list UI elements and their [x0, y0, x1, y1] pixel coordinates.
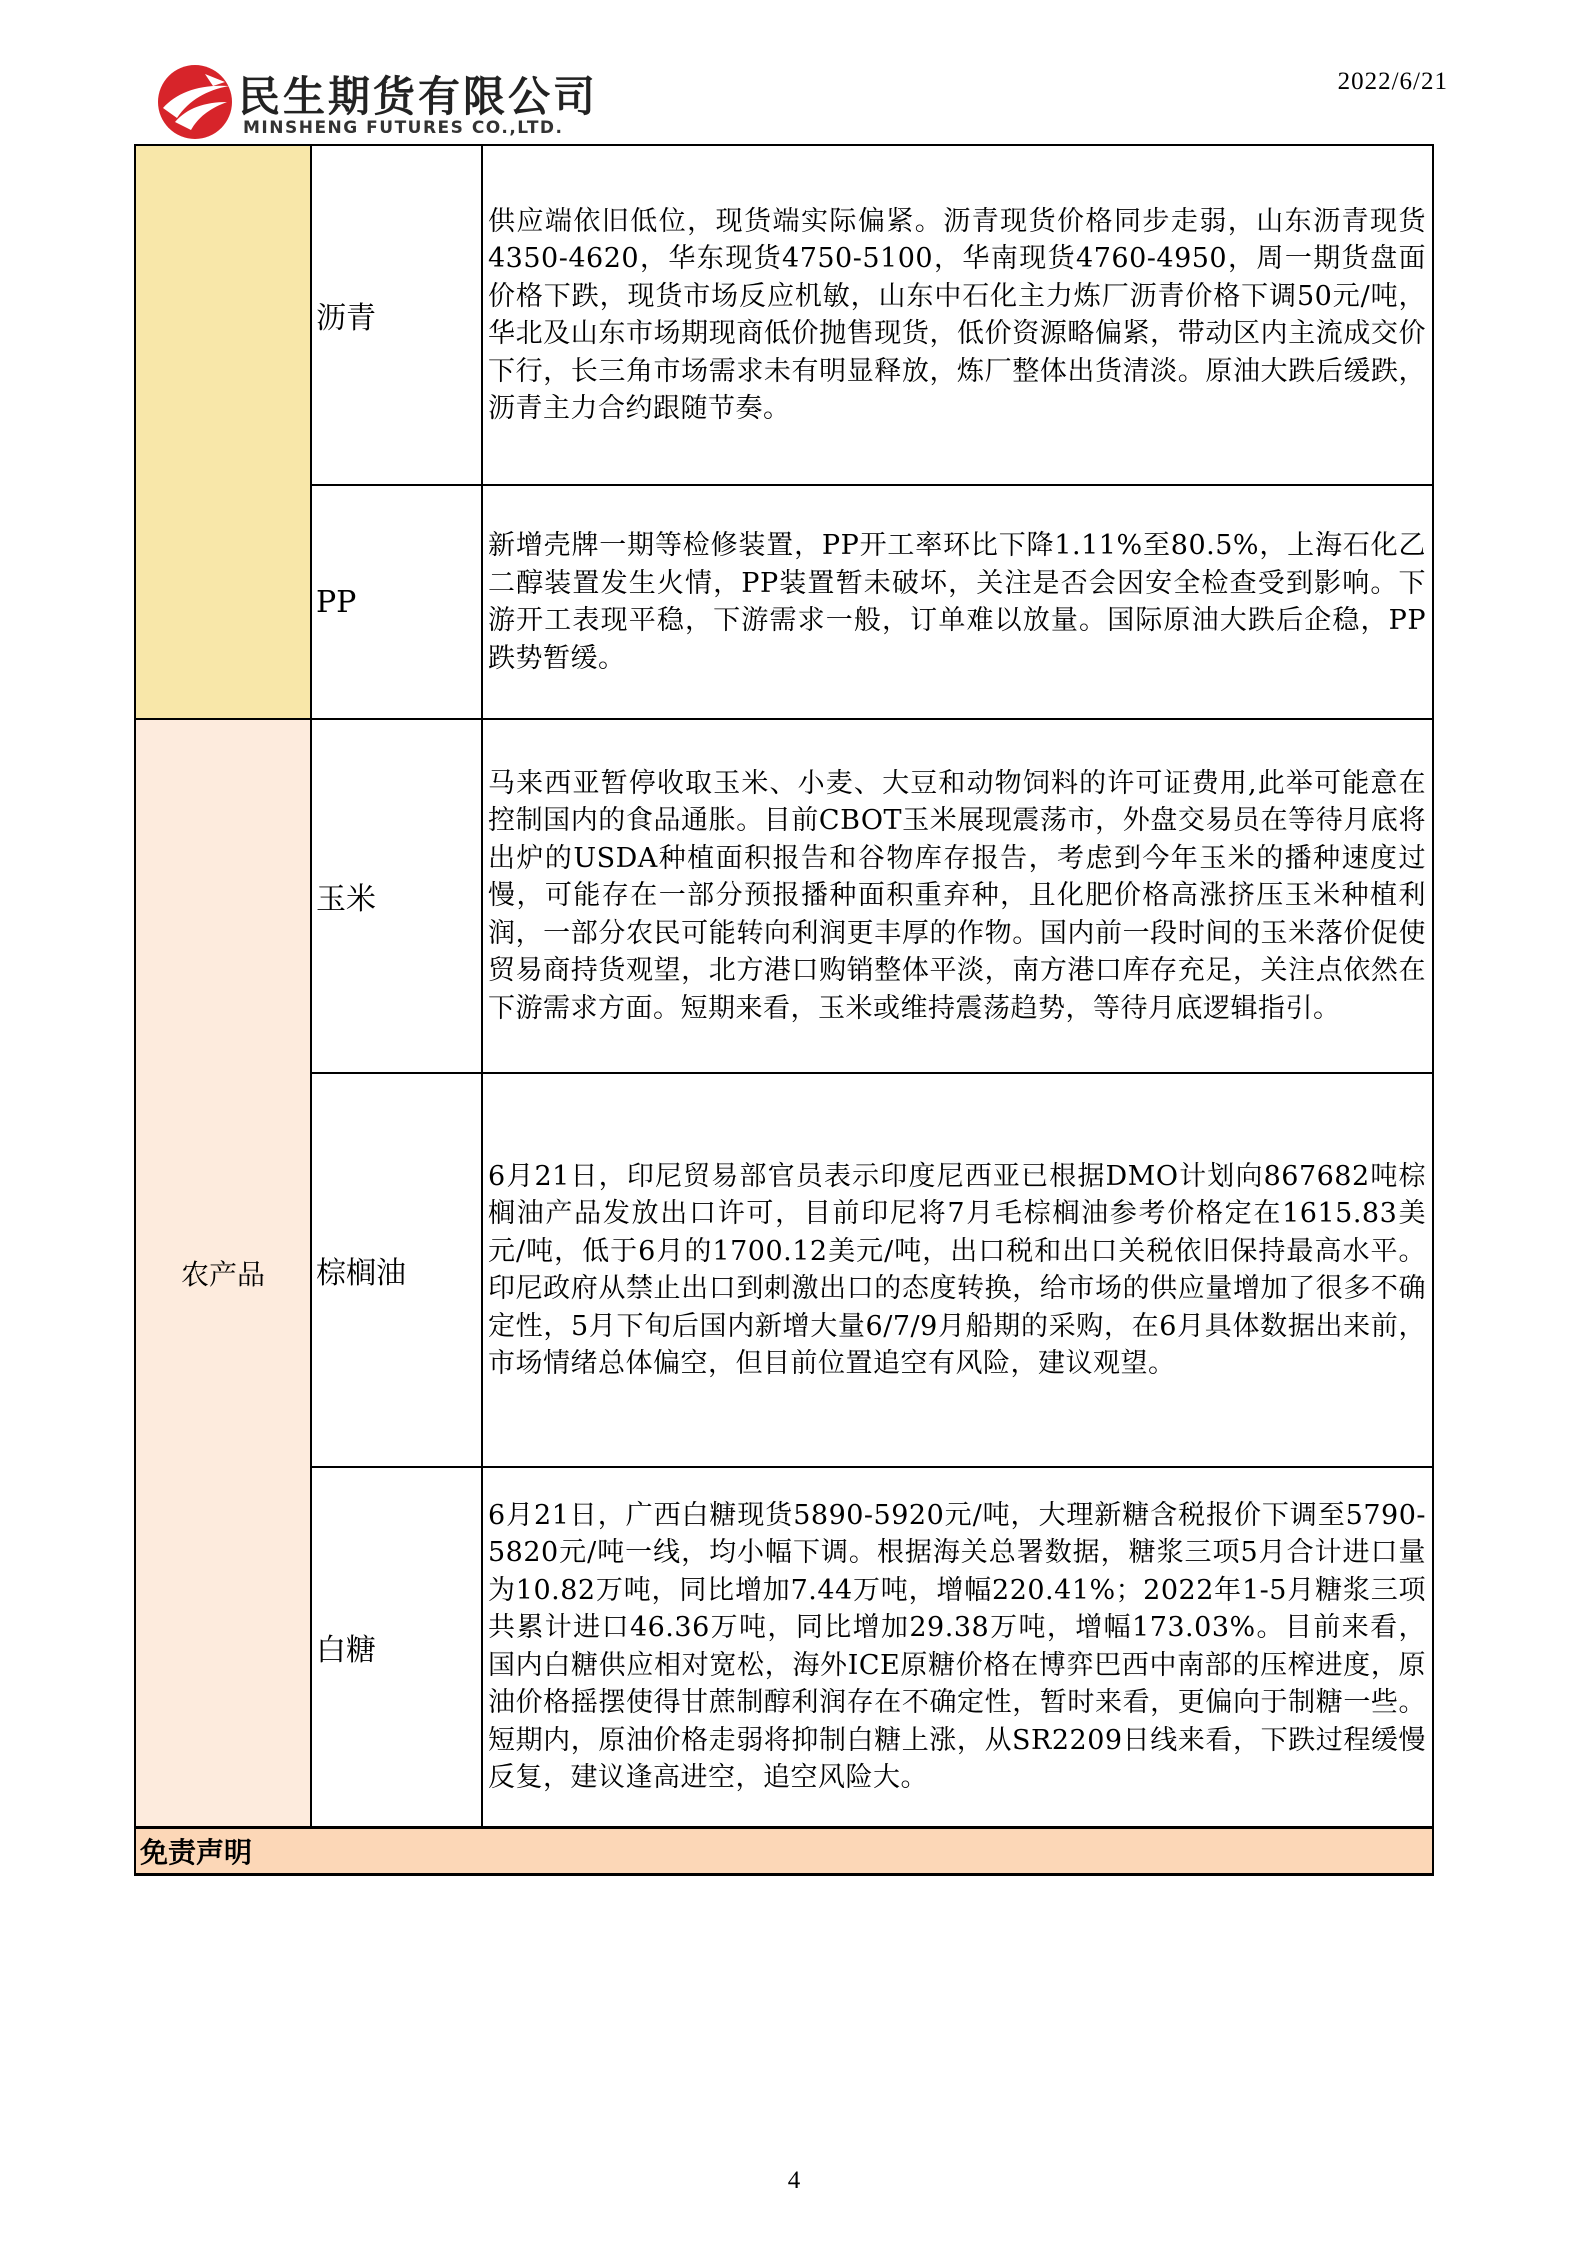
table-row — [135, 485, 1433, 719]
commodity-name: 棕榈油 — [311, 1073, 482, 1467]
commodity-analysis: 6月21日，印尼贸易部官员表示印度尼西亚已根据DMO计划向867682吨棕榈油产品发放出口许可，目前印尼将7月毛棕榈油参考价格定在1615.83美元/吨，低于6月的1700.12美元/吨，出口税和出口关税依旧保持最高水平。印尼政府从禁止出口到刺激出口的态度转换，给市场的供应量增加了很多不确定性，5月下旬后国内新增大量6/7/9月船期的采购，在6月具体数据出来前，市场情绪总体偏空，但目前位置追空有风险，建议观望。 — [482, 1073, 1433, 1467]
commodity-analysis: 供应端依旧低位，现货端实际偏紧。沥青现货价格同步走弱，山东沥青现货4350-4620，华东现货4750-5100，华南现货4760-4950，周一期货盘面价格下跌，现货市场反应机敏，山东中石化主力炼厂沥青价格下调50元/吨，华北及山东市场期现商低价抛售现货，低价资源略偏紧，带动区内主流成交价下行，长三角市场需求未有明显释放，炼厂整体出货清淡。原油大跌后缓跌，沥青主力合约跟随节奏。 — [482, 145, 1433, 485]
page-number: 4 — [787, 2167, 801, 2194]
category-cell-agriculture: 农产品 — [135, 719, 311, 1827]
commodity-name: 玉米 — [311, 719, 482, 1073]
table-row — [135, 145, 1433, 485]
table-row — [135, 1467, 1433, 1827]
company-name-cn: 民生期货有限公司 — [238, 72, 599, 121]
table-row — [135, 1073, 1433, 1467]
commodity-analysis: 6月21日，广西白糖现货5890-5920元/吨，大理新糖含税报价下调至5790-5820元/吨一线，均小幅下调。根据海关总署数据，糖浆三项5月合计进口量为10.82万吨，同比增加7.44万吨，增幅220.41%；2022年1-5月糖浆三项共累计进口46.36万吨，同比增加29.38万吨，增幅173.03%。目前来看，国内白糖供应相对宽松，海外ICE原糖价格在博弈巴西中南部的压榨进度，原油价格摇摆使得甘蔗制醇利润存在不确定性，暂时来看，更偏向于制糖一些。短期内，原油价格走弱将抑制白糖上涨，从SR2209日线来看，下跌过程缓慢反复，建议逢高进空，追空风险大。 — [482, 1467, 1433, 1827]
commodity-analysis: 新增壳牌一期等检修装置，PP开工率环比下降1.11%至80.5%，上海石化乙二醇装置发生火情，PP装置暂未破坏，关注是否会因安全检查受到影响。下游开工表现平稳，下游需求一般，订单难以放量。国际原油大跌后企稳，PP跌势暂缓。 — [482, 485, 1433, 719]
disclaimer-row — [135, 1827, 1433, 1874]
commodity-name: PP — [311, 485, 482, 719]
table-row — [135, 719, 1433, 1073]
minsheng-logo-icon — [155, 62, 235, 142]
commodity-table — [134, 144, 1434, 1876]
company-logo — [155, 62, 635, 142]
report-date: 2022/6/21 — [1337, 68, 1448, 95]
commodity-name: 白糖 — [311, 1467, 482, 1827]
company-name-en: MINSHENG FUTURES CO.,LTD. — [243, 118, 564, 138]
category-cell — [135, 145, 311, 719]
commodity-name: 沥青 — [311, 145, 482, 485]
commodity-analysis: 马来西亚暂停收取玉米、小麦、大豆和动物饲料的许可证费用,此举可能意在控制国内的食品通胀。目前CBOT玉米展现震荡市，外盘交易员在等待月底将出炉的USDA种植面积报告和谷物库存报告，考虑到今年玉米的播种速度过慢，可能存在一部分预报播种面积重弃种，且化肥价格高涨挤压玉米种植利润，一部分农民可能转向利润更丰厚的作物。国内前一段时间的玉米落价促使贸易商持货观望，北方港口购销整体平淡，南方港口库存充足，关注点依然在下游需求方面。短期来看，玉米或维持震荡趋势，等待月底逻辑指引。 — [482, 719, 1433, 1073]
disclaimer-heading: 免责声明 — [135, 1827, 1433, 1874]
